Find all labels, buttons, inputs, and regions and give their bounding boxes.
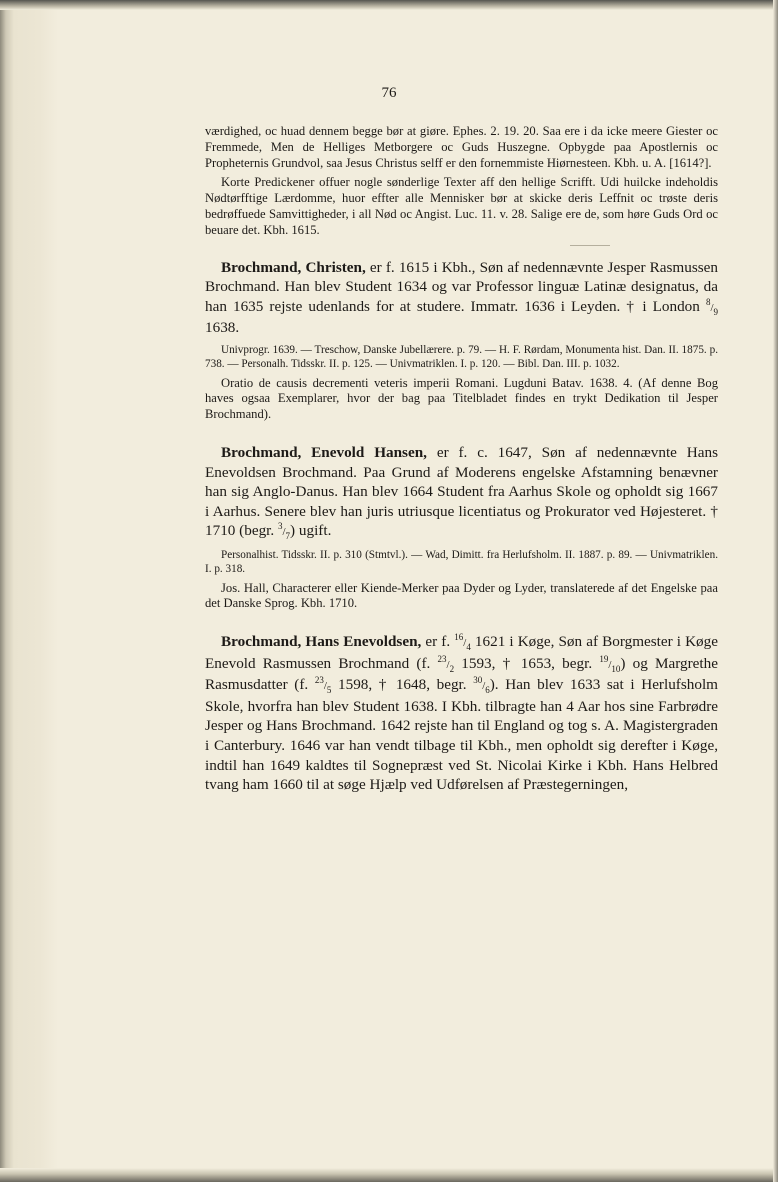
date-numerator: 19 (599, 653, 609, 664)
entry-text: er f. 1615 i Kbh., Søn af nedennævnte Jesper Rasmussen Brochmand. Han blev Student 1634 og var Professor linguæ Latinæ designatus, da han 1635 rejste udenlands for at studere. Immatr. 1636 i Leyden. † i London (205, 258, 718, 315)
date-denominator: 7 (285, 531, 291, 542)
references-christen: Univprogr. 1639. — Treschow, Danske Jubellærere. p. 79. — H. F. Rørdam, Monumenta hist. Dan. II. 1875. p. 738. — Personalh. Tidsskr. II. p. 125. — Univmatriklen. I. p. 120. — Bibl. Dan. III. p. 1032. (205, 343, 718, 370)
page-number: 76 (381, 85, 397, 101)
date-denominator: 6 (485, 685, 490, 696)
date-denominator: 4 (466, 642, 471, 653)
entry-enevold-brochmand: Brochmand, Enevold Hansen, er f. c. 1647, Søn af nedennævnte Hans Enevoldsen Brochmand. Paa Grund af Moderens engelske Afstamning benævner han sig Anglo-Danus. Han blev 1664 Student fra Aarhus Skole og opholdt sig 1667 i Aarhus. Senere blev han juris utriusque licentiatus og Prokurator ved Højesteret. † 1710 (begr. $^3/_7$) ugift. (205, 443, 718, 542)
references-enevold: Personalhist. Tidsskr. II. p. 310 (Stmtvl.). — Wad, Dimitt. fra Herlufsholm. II. 1887. p. 89. — Univmatriklen. I. p. 318. (205, 548, 718, 575)
date-numerator: 3 (277, 521, 283, 532)
work-korte-predickener: Korte Predickener offuer nogle sønderlige Texter aff den hellige Scrifft. Udi huilcke indeholdis Nødtørfftige Lærdomme, huor effter alle Mennisker bør at skicke deris Leffnit oc trøste deris bedrøffuede Samvittigheder, i all Nød oc Angist. Luc. 11. v. 28. Salige ere de, som høre Guds Ord oc beuare det. Kbh. 1615. (205, 175, 718, 237)
page-content (205, 124, 718, 795)
page-top-edge (0, 0, 778, 10)
continuation-text: værdighed, oc huad dennem begge bør at giøre. Ephes. 2. 19. 20. Saa ere i da icke meere Giester oc Fremmede, Men de Helliges Metborgere oc Guds Huszegne. Opbygde paa Apostlernis oc Propheternis Grundvol, saa Jesus Christus selff er den fornemmiste Hiørnesteen. Kbh. u. A. [1614?]. (205, 124, 718, 170)
date-numerator: 8 (705, 296, 711, 307)
date-numerator: 23 (437, 653, 447, 664)
date-numerator: 23 (314, 675, 324, 686)
entry-text: 1638. (205, 319, 240, 337)
entry-heading-enevold: Brochmand, Enevold Hansen, (221, 443, 427, 461)
page-binding-shadow (0, 0, 58, 1182)
entry-text: ) ugift. (290, 522, 332, 540)
section-divider (570, 245, 610, 246)
work-enevold: Jos. Hall, Characterer eller Kiende-Merker paa Dyder og Lyder, translaterede af det Engelske paa det Danske Sprog. Kbh. 1710. (205, 580, 718, 611)
entry-hans-brochmand: Brochmand, Hans Enevoldsen, er f. $^{16}/_4$ 1621 i Køge, Søn af Borgmester i Køge Enevold Rasmussen Brochmand (f. $^{23}/_2$ 1593, † 1653, begr. $^{19}/_{10}$) og Margrethe Rasmusdatter (f. $^{23}/_5$ 1598, † 1648, begr. $^{30}/_6$). Han blev 1633 sat i Herlufsholm Skole, hvorfra han blev Student 1638. I Kbh. tilbragte han 4 Aar hos sine Farbrødre Jesper og Hans Brochmand. 1642 rejste han til England og tog s. A. Magistergraden i Canterbury. 1646 var han vendt tilbage til Kbh., men opholdt sig derefter i Køge, indtil han 1649 kaldtes til Sognepræst ved St. Nicolai Kirke i Kbh. Hans Helbred tvang ham 1660 til at søge Hjælp ved Udførelsen af Præstegerningen, (205, 632, 718, 794)
date-numerator: 30 (473, 675, 483, 686)
date-denominator: 10 (611, 663, 621, 674)
entry-text: er f. c. 1647, Søn af nedennævnte Hans Enevoldsen Brochmand. Paa Grund af Moderens engelske Afstamning benævner han sig Anglo-Danus. Han blev 1664 Student fra Aarhus Skole og opholdt sig 1667 i Aarhus. Senere blev han juris utriusque licentiatus og Prokurator ved Højesteret. † 1710 (begr. (205, 443, 718, 540)
date-denominator: 2 (449, 663, 455, 674)
entry-heading-hans: Brochmand, Hans Enevoldsen, (221, 633, 422, 651)
entry-heading-christen: Brochmand, Christen, (221, 258, 366, 276)
entry-christen-brochmand: Brochmand, Christen, er f. 1615 i Kbh., Søn af nedennævnte Jesper Rasmussen Brochmand. Han blev Student 1634 og var Professor linguæ Latinæ designatus, da han 1635 rejste udenlands for at studere. Immatr. 1636 i Leyden. † i London $^8/_9$ 1638. (205, 258, 718, 337)
date-denominator: 5 (326, 685, 332, 696)
date-denominator: 9 (713, 306, 718, 317)
page-right-edge (773, 0, 778, 1182)
page-bottom-edge (0, 1168, 778, 1182)
work-christen: Oratio de causis decrementi veteris imperii Romani. Lugduni Batav. 1638. 4. (Af denne Bog haves ogsaa Exemplarer, hvor der bag paa Titelbladet findes en trykt Dedikation til Jesper Brochmand). (205, 375, 718, 422)
date-numerator: 16 (454, 632, 464, 643)
